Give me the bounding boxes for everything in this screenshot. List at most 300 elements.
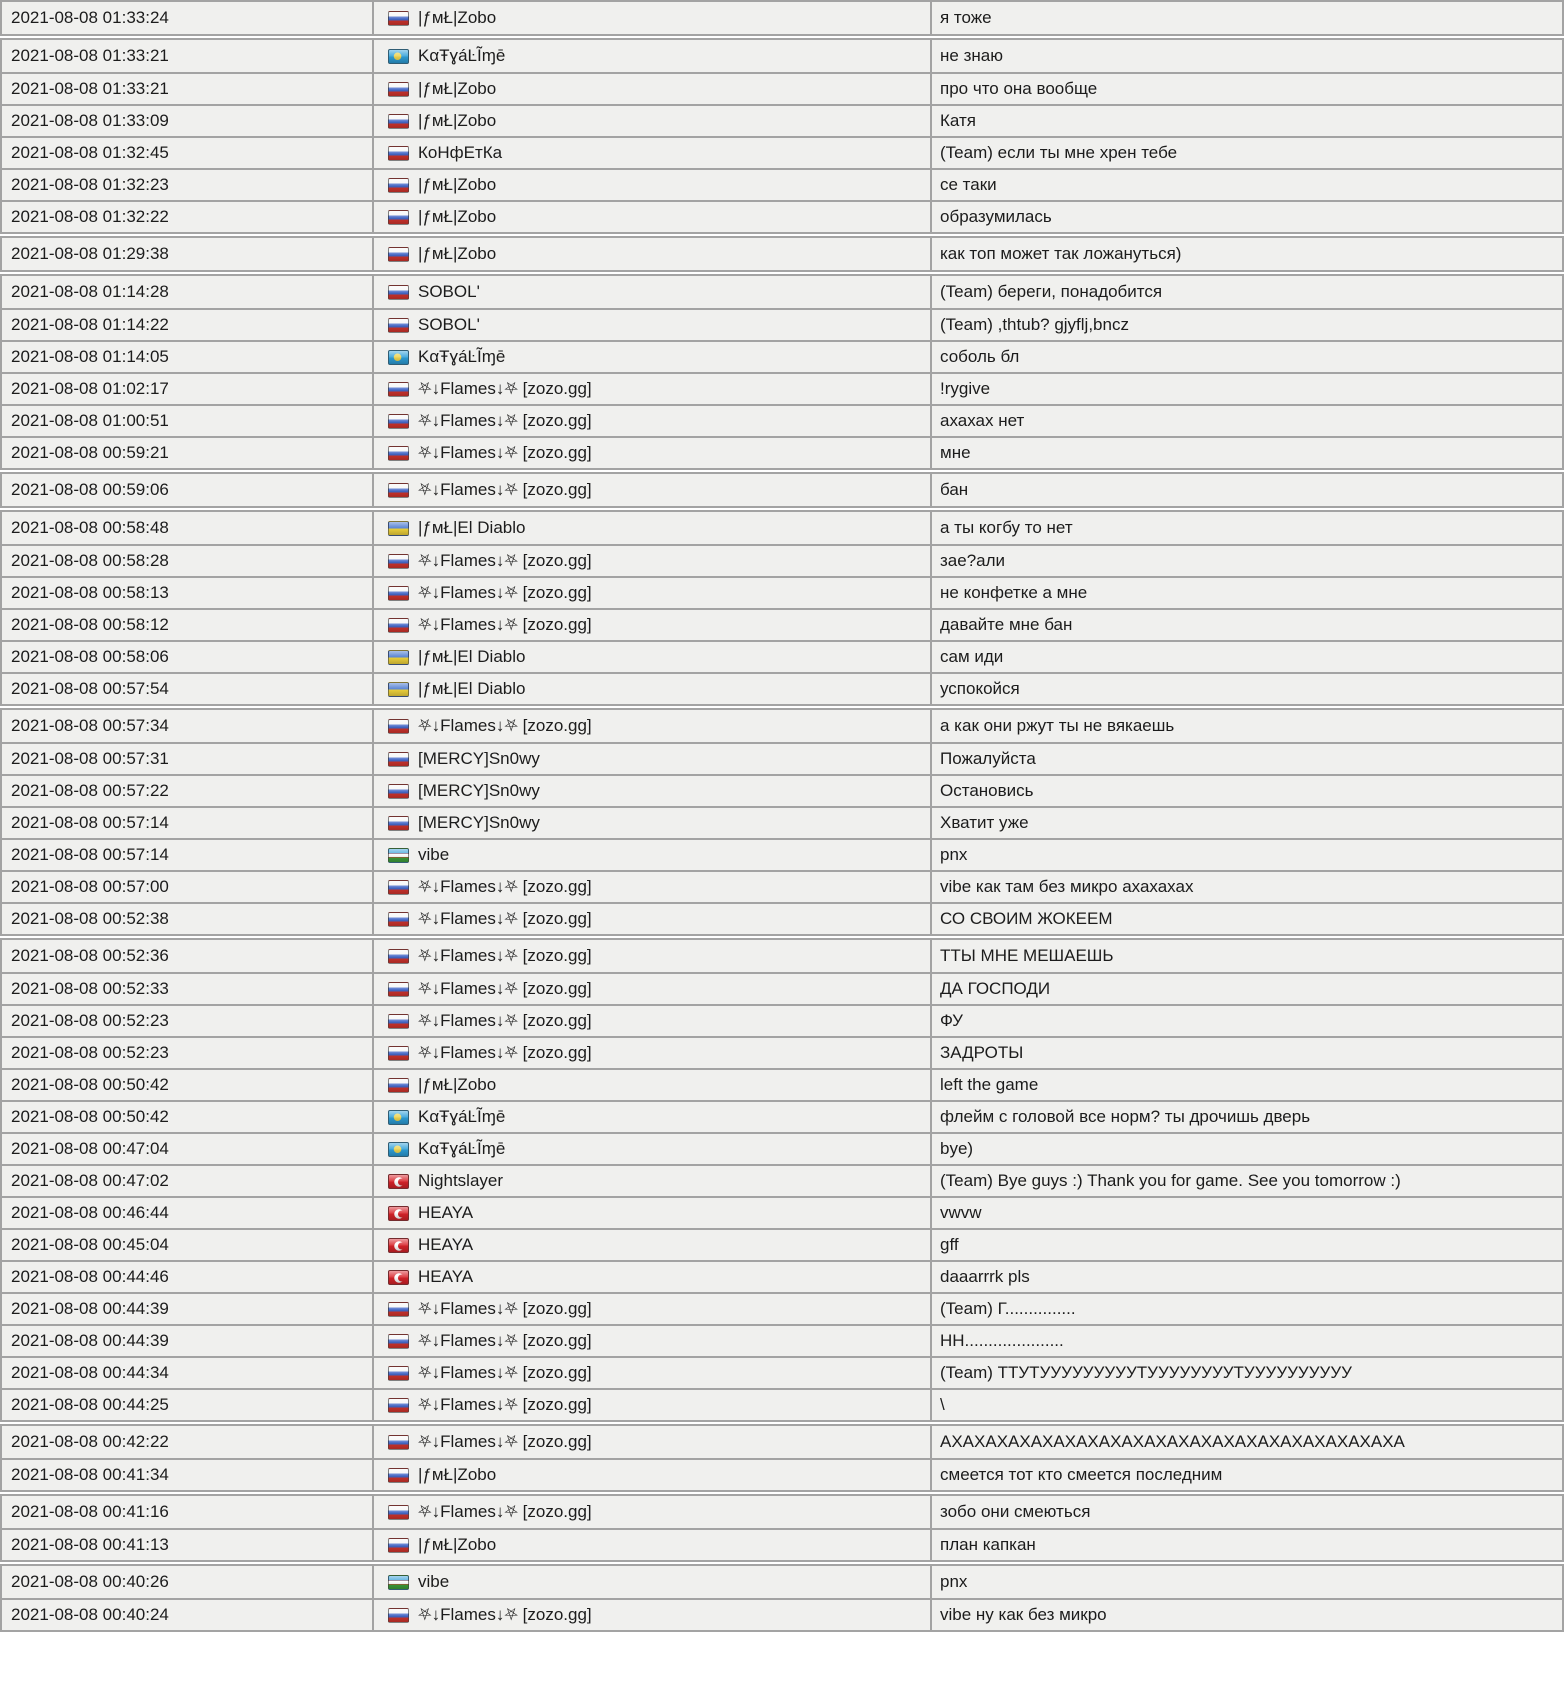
- player-name: ⛧↓Flames↓⛧ [zozo.gg]: [418, 909, 592, 928]
- player-name: KαŦɣáĿĨɱē: [418, 1139, 506, 1158]
- player-name: ⛧↓Flames↓⛧ [zozo.gg]: [418, 1299, 592, 1318]
- timestamp-cell: 2021-08-08 00:41:13: [11, 1535, 169, 1554]
- table-row: [2, 276, 1562, 308]
- message-cell: pnx: [940, 1572, 968, 1591]
- flag-russia-icon: [388, 982, 409, 997]
- message-cell: мне: [940, 443, 971, 462]
- message-cell: давайте мне бан: [940, 615, 1073, 634]
- table-row: [2, 838, 1562, 870]
- player-cell: [372, 406, 932, 436]
- message-cell: (Team) береги, понадобится: [940, 282, 1163, 301]
- flag-ukraine-icon: [388, 521, 409, 536]
- table-row: [2, 72, 1562, 104]
- table-row: [2, 372, 1562, 404]
- table-row: [2, 136, 1562, 168]
- flag-russia-icon: [388, 1366, 409, 1381]
- player-cell: [372, 1294, 932, 1324]
- chat-log-group: [0, 1494, 1564, 1562]
- table-row: [2, 2, 1562, 34]
- timestamp-cell: 2021-08-08 00:40:26: [11, 1572, 169, 1591]
- player-cell: [372, 138, 932, 168]
- message-cell: зае?али: [940, 551, 1006, 570]
- chat-log-group: [0, 472, 1564, 508]
- player-cell: [372, 776, 932, 806]
- flag-russia-icon: [388, 618, 409, 633]
- player-name: ⛧↓Flames↓⛧ [zozo.gg]: [418, 379, 592, 398]
- message-cell: про что она вообще: [940, 79, 1098, 98]
- timestamp-cell: 2021-08-08 00:47:02: [11, 1171, 169, 1190]
- flag-russia-icon: [388, 483, 409, 498]
- player-name: ⛧↓Flames↓⛧ [zozo.gg]: [418, 1011, 592, 1030]
- player-cell: [372, 1426, 932, 1458]
- timestamp-cell: 2021-08-08 00:58:06: [11, 647, 169, 666]
- chat-log-group: [0, 38, 1564, 234]
- timestamp-cell: 2021-08-08 00:50:42: [11, 1107, 169, 1126]
- flag-russia-icon: [388, 949, 409, 964]
- player-cell: [372, 744, 932, 774]
- chat-log-group: [0, 510, 1564, 706]
- player-name: KαŦɣáĿĨɱē: [418, 1107, 506, 1126]
- message-cell: Пожалуйста: [940, 749, 1036, 768]
- flag-kazakhstan-icon: [388, 49, 409, 64]
- timestamp-cell: 2021-08-08 01:14:28: [11, 282, 169, 301]
- player-name: ⛧↓Flames↓⛧ [zozo.gg]: [418, 480, 592, 499]
- player-name: ⛧↓Flames↓⛧ [zozo.gg]: [418, 1395, 592, 1414]
- timestamp-cell: 2021-08-08 00:57:31: [11, 749, 169, 768]
- timestamp-cell: 2021-08-08 00:52:23: [11, 1043, 169, 1062]
- timestamp-cell: 2021-08-08 00:44:34: [11, 1363, 169, 1382]
- timestamp-cell: 2021-08-08 00:59:06: [11, 480, 169, 499]
- timestamp-cell: 2021-08-08 00:52:23: [11, 1011, 169, 1030]
- message-cell: bye): [940, 1139, 974, 1158]
- player-name: ⛧↓Flames↓⛧ [zozo.gg]: [418, 1331, 592, 1350]
- player-cell: [372, 546, 932, 576]
- player-cell: [372, 808, 932, 838]
- player-name: SOBOL': [418, 282, 480, 301]
- message-cell: ахахах нет: [940, 411, 1025, 430]
- timestamp-cell: 2021-08-08 00:40:24: [11, 1605, 169, 1624]
- player-name: ⛧↓Flames↓⛧ [zozo.gg]: [418, 877, 592, 896]
- message-cell: ТТЫ МНЕ МЕШАЕШЬ: [940, 946, 1114, 965]
- message-cell: АХАХАХАХАХАХАХАХАХАХАХАХАХАХАХАХАХАХАХАХА: [940, 1432, 1405, 1451]
- player-name: |ƒмŁ|Zobo: [418, 111, 497, 130]
- timestamp-cell: 2021-08-08 00:52:33: [11, 979, 169, 998]
- table-row: [2, 1036, 1562, 1068]
- table-row: [2, 1528, 1562, 1560]
- timestamp-cell: 2021-08-08 00:44:39: [11, 1299, 169, 1318]
- timestamp-cell: 2021-08-08 00:45:04: [11, 1235, 169, 1254]
- message-cell: Хватит уже: [940, 813, 1029, 832]
- timestamp-cell: 2021-08-08 00:57:14: [11, 813, 169, 832]
- player-cell: [372, 642, 932, 672]
- flag-russia-icon: [388, 880, 409, 895]
- player-cell: [372, 1198, 932, 1228]
- player-name: HEAYA: [418, 1235, 474, 1254]
- message-cell: left the game: [940, 1075, 1039, 1094]
- timestamp-cell: 2021-08-08 01:32:45: [11, 143, 169, 162]
- player-name: ⛧↓Flames↓⛧ [zozo.gg]: [418, 979, 592, 998]
- flag-russia-icon: [388, 1505, 409, 1520]
- player-cell: [372, 674, 932, 704]
- player-cell: [372, 1006, 932, 1036]
- message-cell: бан: [940, 480, 969, 499]
- chat-log-group: [0, 1564, 1564, 1632]
- table-row: [2, 1100, 1562, 1132]
- flag-turkey-icon: [388, 1174, 409, 1189]
- message-cell: (Team) ,thtub? gjyflj,bncz: [940, 315, 1129, 334]
- message-cell: vibe как там без микро ахахахах: [940, 877, 1194, 896]
- player-cell: [372, 2, 932, 34]
- chat-log-group: [0, 0, 1564, 36]
- table-row: [2, 1426, 1562, 1458]
- timestamp-cell: 2021-08-08 00:58:48: [11, 518, 169, 537]
- flag-turkey-icon: [388, 1206, 409, 1221]
- flag-turkey-icon: [388, 1238, 409, 1253]
- timestamp-cell: 2021-08-08 00:44:25: [11, 1395, 169, 1414]
- timestamp-cell: 2021-08-08 00:57:34: [11, 716, 169, 735]
- player-name: ⛧↓Flames↓⛧ [zozo.gg]: [418, 551, 592, 570]
- timestamp-cell: 2021-08-08 01:00:51: [11, 411, 169, 430]
- player-cell: [372, 474, 932, 506]
- player-cell: [372, 40, 932, 72]
- flag-russia-icon: [388, 1468, 409, 1483]
- message-cell: НН.....................: [940, 1331, 1064, 1350]
- player-name: |ƒмŁ|Zobo: [418, 8, 497, 27]
- table-row: [2, 1068, 1562, 1100]
- player-cell: [372, 374, 932, 404]
- player-cell: [372, 170, 932, 200]
- message-cell: vwvw: [940, 1203, 982, 1222]
- player-name: ⛧↓Flames↓⛧ [zozo.gg]: [418, 1605, 592, 1624]
- flag-russia-icon: [388, 11, 409, 26]
- flag-russia-icon: [388, 586, 409, 601]
- player-cell: [372, 342, 932, 372]
- message-cell: (Team) ТТУТУУУУУУУУУТУУУУУУУУТУУУУУУУУУУ: [940, 1363, 1352, 1382]
- flag-russia-icon: [388, 247, 409, 262]
- timestamp-cell: 2021-08-08 00:58:13: [11, 583, 169, 602]
- timestamp-cell: 2021-08-08 00:59:21: [11, 443, 169, 462]
- timestamp-cell: 2021-08-08 00:42:22: [11, 1432, 169, 1451]
- message-cell: gff: [940, 1235, 959, 1254]
- table-row: [2, 340, 1562, 372]
- table-row: [2, 1496, 1562, 1528]
- table-row: [2, 238, 1562, 270]
- player-name: ⛧↓Flames↓⛧ [zozo.gg]: [418, 1043, 592, 1062]
- player-cell: [372, 74, 932, 104]
- timestamp-cell: 2021-08-08 00:58:12: [11, 615, 169, 634]
- player-name: |ƒмŁ|Zobo: [418, 79, 497, 98]
- flag-russia-icon: [388, 1538, 409, 1553]
- flag-turkey-icon: [388, 1270, 409, 1285]
- table-row: [2, 940, 1562, 972]
- player-name: |ƒмŁ|El Diablo: [418, 518, 526, 537]
- player-name: ⛧↓Flames↓⛧ [zozo.gg]: [418, 411, 592, 430]
- player-cell: [372, 1070, 932, 1100]
- player-name: |ƒмŁ|Zobo: [418, 1535, 497, 1554]
- table-row: [2, 672, 1562, 704]
- flag-russia-icon: [388, 114, 409, 129]
- flag-russia-icon: [388, 1078, 409, 1093]
- player-name: SOBOL': [418, 315, 480, 334]
- player-cell: [372, 1102, 932, 1132]
- table-row: [2, 544, 1562, 576]
- flag-russia-icon: [388, 784, 409, 799]
- table-row: [2, 40, 1562, 72]
- player-cell: [372, 1566, 932, 1598]
- timestamp-cell: 2021-08-08 00:44:39: [11, 1331, 169, 1350]
- player-cell: [372, 904, 932, 934]
- timestamp-cell: 2021-08-08 00:58:28: [11, 551, 169, 570]
- player-cell: [372, 1038, 932, 1068]
- message-cell: (Team) Bye guys :) Thank you for game. See you tomorrow :): [940, 1171, 1401, 1190]
- flag-russia-icon: [388, 178, 409, 193]
- player-cell: [372, 1358, 932, 1388]
- flag-russia-icon: [388, 382, 409, 397]
- player-name: vibe: [418, 845, 450, 864]
- table-row: [2, 640, 1562, 672]
- player-cell: [372, 238, 932, 270]
- flag-russia-icon: [388, 210, 409, 225]
- table-row: [2, 168, 1562, 200]
- flag-ukraine-icon: [388, 650, 409, 665]
- message-cell: (Team) Г...............: [940, 1299, 1076, 1318]
- timestamp-cell: 2021-08-08 01:32:23: [11, 175, 169, 194]
- timestamp-cell: 2021-08-08 00:47:04: [11, 1139, 169, 1158]
- message-cell: соболь бл: [940, 347, 1020, 366]
- message-cell: ЗАДРОТЫ: [940, 1043, 1024, 1062]
- player-cell: [372, 710, 932, 742]
- table-row: [2, 608, 1562, 640]
- message-cell: а ты когбу то нет: [940, 518, 1073, 537]
- player-name: ⛧↓Flames↓⛧ [zozo.gg]: [418, 1363, 592, 1382]
- message-cell: (Team) если ты мне хрен тебе: [940, 143, 1178, 162]
- flag-russia-icon: [388, 752, 409, 767]
- flag-russia-icon: [388, 82, 409, 97]
- flag-russia-icon: [388, 912, 409, 927]
- timestamp-cell: 2021-08-08 01:33:09: [11, 111, 169, 130]
- flag-russia-icon: [388, 1334, 409, 1349]
- player-cell: [372, 1390, 932, 1420]
- player-name: |ƒмŁ|El Diablo: [418, 647, 526, 666]
- flag-russia-icon: [388, 146, 409, 161]
- message-cell: \: [940, 1395, 945, 1414]
- message-cell: не конфетке а мне: [940, 583, 1088, 602]
- table-row: [2, 1458, 1562, 1490]
- player-name: ⛧↓Flames↓⛧ [zozo.gg]: [418, 946, 592, 965]
- table-row: [2, 1324, 1562, 1356]
- table-row: [2, 436, 1562, 468]
- message-cell: образумилась: [940, 207, 1052, 226]
- flag-russia-icon: [388, 816, 409, 831]
- table-row: [2, 1196, 1562, 1228]
- table-row: [2, 200, 1562, 232]
- chat-log-group: [0, 274, 1564, 470]
- player-name: [MERCY]Sn0wy: [418, 749, 540, 768]
- timestamp-cell: 2021-08-08 01:32:22: [11, 207, 169, 226]
- flag-russia-icon: [388, 1398, 409, 1413]
- player-cell: [372, 578, 932, 608]
- table-row: [2, 1228, 1562, 1260]
- timestamp-cell: 2021-08-08 01:33:24: [11, 8, 169, 27]
- player-cell: [372, 202, 932, 232]
- timestamp-cell: 2021-08-08 00:52:36: [11, 946, 169, 965]
- message-cell: я тоже: [940, 8, 992, 27]
- player-cell: [372, 276, 932, 308]
- player-cell: [372, 1600, 932, 1630]
- player-name: |ƒмŁ|Zobo: [418, 175, 497, 194]
- message-cell: се таки: [940, 175, 997, 194]
- flag-russia-icon: [388, 1302, 409, 1317]
- message-cell: daaarrrk pls: [940, 1267, 1030, 1286]
- message-cell: Катя: [940, 111, 976, 130]
- message-cell: ФУ: [940, 1011, 963, 1030]
- flag-russia-icon: [388, 1608, 409, 1623]
- table-row: [2, 1004, 1562, 1036]
- timestamp-cell: 2021-08-08 00:41:34: [11, 1465, 169, 1484]
- flag-russia-icon: [388, 554, 409, 569]
- flag-russia-icon: [388, 318, 409, 333]
- player-cell: [372, 974, 932, 1004]
- timestamp-cell: 2021-08-08 01:14:22: [11, 315, 169, 334]
- flag-uzbekistan-icon: [388, 1575, 409, 1590]
- timestamp-cell: 2021-08-08 01:14:05: [11, 347, 169, 366]
- player-cell: [372, 1262, 932, 1292]
- player-name: |ƒмŁ|Zobo: [418, 1075, 497, 1094]
- chat-log-group: [0, 938, 1564, 1422]
- message-cell: успокойся: [940, 679, 1020, 698]
- flag-russia-icon: [388, 1014, 409, 1029]
- message-cell: смеется тот кто смеется последним: [940, 1465, 1223, 1484]
- flag-russia-icon: [388, 1435, 409, 1450]
- table-row: [2, 1598, 1562, 1630]
- table-row: [2, 1132, 1562, 1164]
- timestamp-cell: 2021-08-08 00:57:14: [11, 845, 169, 864]
- table-row: [2, 742, 1562, 774]
- player-name: [MERCY]Sn0wy: [418, 813, 540, 832]
- player-name: HEAYA: [418, 1203, 474, 1222]
- player-name: HEAYA: [418, 1267, 474, 1286]
- flag-russia-icon: [388, 446, 409, 461]
- timestamp-cell: 2021-08-08 01:33:21: [11, 46, 169, 65]
- table-row: [2, 972, 1562, 1004]
- timestamp-cell: 2021-08-08 00:57:00: [11, 877, 169, 896]
- player-name: KαŦɣáĿĨɱē: [418, 46, 506, 65]
- player-name: КоНфЕтКа: [418, 143, 503, 162]
- message-cell: сам иди: [940, 647, 1004, 666]
- player-name: |ƒмŁ|Zobo: [418, 244, 497, 263]
- player-name: vibe: [418, 1572, 450, 1591]
- message-cell: vibe ну как без микро: [940, 1605, 1107, 1624]
- player-name: |ƒмŁ|Zobo: [418, 207, 497, 226]
- timestamp-cell: 2021-08-08 00:41:16: [11, 1502, 169, 1521]
- player-cell: [372, 1530, 932, 1560]
- table-row: [2, 576, 1562, 608]
- player-cell: [372, 1496, 932, 1528]
- message-cell: зобо они смеються: [940, 1502, 1091, 1521]
- message-cell: !rygive: [940, 379, 991, 398]
- player-name: ⛧↓Flames↓⛧ [zozo.gg]: [418, 1432, 592, 1451]
- table-row: [2, 1566, 1562, 1598]
- player-cell: [372, 840, 932, 870]
- table-row: [2, 512, 1562, 544]
- chat-log-group: [0, 236, 1564, 272]
- timestamp-cell: 2021-08-08 01:02:17: [11, 379, 169, 398]
- player-cell: [372, 1460, 932, 1490]
- message-cell: как топ может так ложануться): [940, 244, 1182, 263]
- player-cell: [372, 512, 932, 544]
- table-row: [2, 1164, 1562, 1196]
- timestamp-cell: 2021-08-08 00:57:54: [11, 679, 169, 698]
- flag-russia-icon: [388, 1046, 409, 1061]
- table-row: [2, 1260, 1562, 1292]
- flag-kazakhstan-icon: [388, 1110, 409, 1125]
- flag-russia-icon: [388, 285, 409, 300]
- table-row: [2, 710, 1562, 742]
- timestamp-cell: 2021-08-08 00:46:44: [11, 1203, 169, 1222]
- message-cell: план капкан: [940, 1535, 1036, 1554]
- player-name: |ƒмŁ|Zobo: [418, 1465, 497, 1484]
- table-row: [2, 404, 1562, 436]
- player-cell: [372, 940, 932, 972]
- flag-russia-icon: [388, 414, 409, 429]
- flag-kazakhstan-icon: [388, 350, 409, 365]
- player-cell: [372, 1166, 932, 1196]
- timestamp-cell: 2021-08-08 01:29:38: [11, 244, 169, 263]
- message-cell: а как они ржут ты не вякаешь: [940, 716, 1175, 735]
- player-name: ⛧↓Flames↓⛧ [zozo.gg]: [418, 583, 592, 602]
- table-row: [2, 902, 1562, 934]
- player-name: |ƒмŁ|El Diablo: [418, 679, 526, 698]
- table-row: [2, 104, 1562, 136]
- player-cell: [372, 310, 932, 340]
- timestamp-cell: 2021-08-08 00:57:22: [11, 781, 169, 800]
- timestamp-cell: 2021-08-08 00:50:42: [11, 1075, 169, 1094]
- player-cell: [372, 1230, 932, 1260]
- table-row: [2, 806, 1562, 838]
- table-row: [2, 474, 1562, 506]
- message-cell: ДА ГОСПОДИ: [940, 979, 1051, 998]
- player-name: ⛧↓Flames↓⛧ [zozo.gg]: [418, 443, 592, 462]
- timestamp-cell: 2021-08-08 00:52:38: [11, 909, 169, 928]
- table-row: [2, 1292, 1562, 1324]
- player-name: Nightslayer: [418, 1171, 504, 1190]
- message-cell: не знаю: [940, 46, 1003, 65]
- timestamp-cell: 2021-08-08 01:33:21: [11, 79, 169, 98]
- chat-log-group: [0, 708, 1564, 936]
- player-name: ⛧↓Flames↓⛧ [zozo.gg]: [418, 1502, 592, 1521]
- message-cell: pnx: [940, 845, 968, 864]
- chat-log-group: [0, 1424, 1564, 1492]
- player-cell: [372, 1326, 932, 1356]
- table-row: [2, 1388, 1562, 1420]
- table-row: [2, 308, 1562, 340]
- player-cell: [372, 438, 932, 468]
- table-row: [2, 774, 1562, 806]
- timestamp-cell: 2021-08-08 00:44:46: [11, 1267, 169, 1286]
- player-cell: [372, 1134, 932, 1164]
- flag-uzbekistan-icon: [388, 848, 409, 863]
- player-cell: [372, 872, 932, 902]
- message-cell: СО СВОИМ ЖОКЕЕМ: [940, 909, 1113, 928]
- flag-kazakhstan-icon: [388, 1142, 409, 1157]
- player-name: ⛧↓Flames↓⛧ [zozo.gg]: [418, 716, 592, 735]
- message-cell: флейм с головой все норм? ты дрочишь дверь: [940, 1107, 1311, 1126]
- player-name: KαŦɣáĿĨɱē: [418, 347, 506, 366]
- table-row: [2, 870, 1562, 902]
- flag-ukraine-icon: [388, 682, 409, 697]
- table-row: [2, 1356, 1562, 1388]
- player-name: [MERCY]Sn0wy: [418, 781, 540, 800]
